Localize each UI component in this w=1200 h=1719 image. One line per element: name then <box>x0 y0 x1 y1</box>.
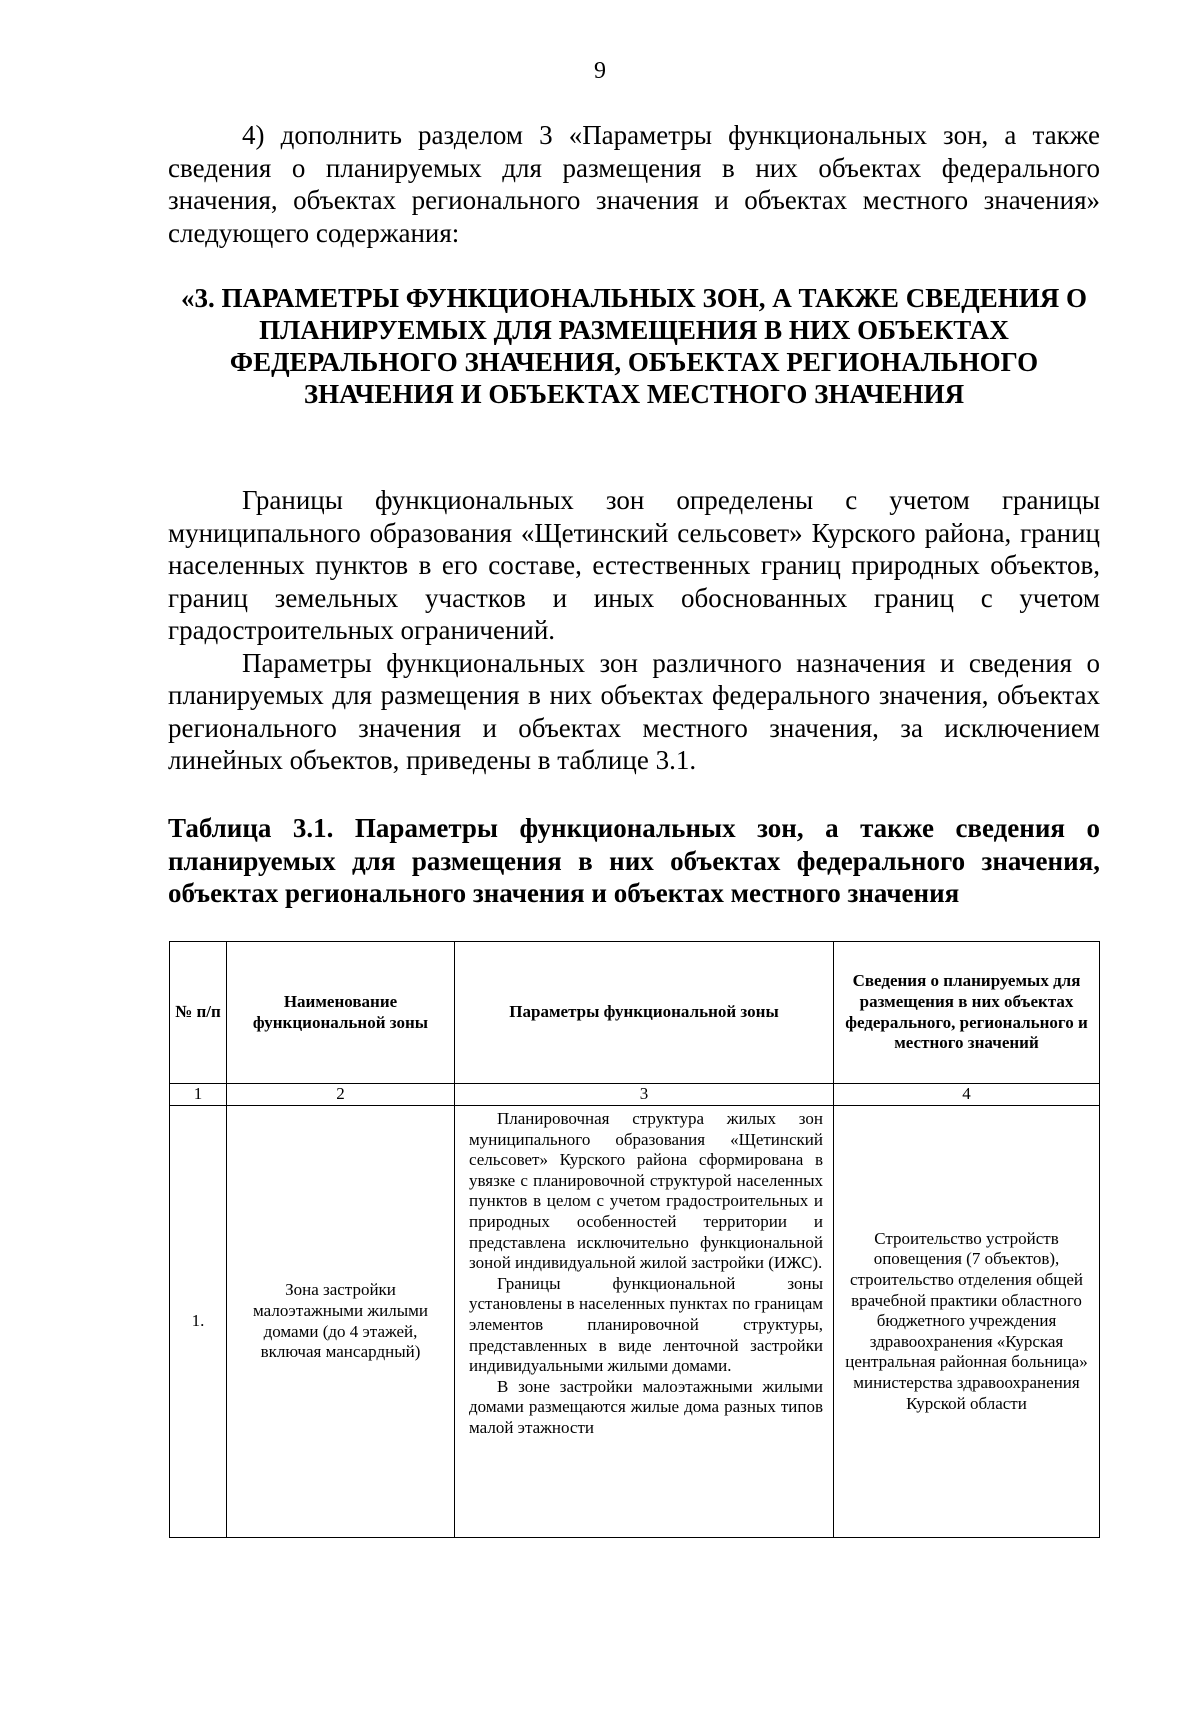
column-number: 3 <box>455 1084 834 1106</box>
intro-paragraph: 4) дополнить разделом 3 «Параметры функциональных зон, а также сведения о планируемых для размещения в них объектах федерального значения, объектах регионального значения и объектах местного значения» следующего содержания: <box>168 120 1100 248</box>
column-number: 4 <box>834 1084 1100 1106</box>
paragraph-zone-borders: Границы функциональных зон определены с учетом границы муниципального образования «Щетинский сельсовет» Курского района, границ населенных пунктов в его составе, естественных границ природных объектов, границ земельных участков и иных обоснованных границ с учетом градостроительных ограничений. <box>168 485 1100 645</box>
column-number: 2 <box>227 1084 455 1106</box>
zones-table <box>169 941 1100 1538</box>
paragraph-zone-parameters: Параметры функциональных зон различного назначения и сведения о планируемых для размещения в них объектах федерального значения, объектах регионального значения и объектах местного значения, за исключением линейных объектов, приведены в таблице 3.1. <box>168 647 1100 775</box>
section-heading: «3. ПАРАМЕТРЫ ФУНКЦИОНАЛЬНЫХ ЗОН, А ТАКЖЕ СВЕДЕНИЯ О ПЛАНИРУЕМЫХ ДЛЯ РАЗМЕЩЕНИЯ В НИХ ОБЪЕКТАХ ФЕДЕРАЛЬНОГО ЗНАЧЕНИЯ, ОБЪЕКТАХ РЕГИОНАЛЬНОГО ЗНАЧЕНИЯ И ОБЪЕКТАХ МЕСТНОГО ЗНАЧЕНИЯ <box>180 283 1088 409</box>
header-num: № п/п <box>170 942 227 1084</box>
table-header-row <box>170 942 1100 1084</box>
table-row <box>170 1106 1100 1538</box>
planned-objects: Строительство устройств оповещения (7 объектов), строительство отделения общей врачебной практики областного бюджетного учреждения здравоохранения «Курская центральная районная больница» министерства здравоохранения Курской области <box>834 1106 1100 1538</box>
body-paragraphs <box>168 484 1100 777</box>
table-title: Таблица 3.1. Параметры функциональных зон, а также сведения о планируемых для размещения в них объектах федерального значения, объектах регионального значения и объектах местного значения <box>168 813 1100 908</box>
parameters-paragraph: В зоне застройки малоэтажными жилыми домами размещаются жилые дома разных типов малой этажности <box>469 1376 823 1437</box>
parameters-paragraph: Планировочная структура жилых зон муниципального образования «Щетинский сельсовет» Курского района сформирована в увязке с планировочной структурой населенных пунктов в целом с учетом градостроительных и природных особенностей территории и представлена исключительно функциональной зоной индивидуальной жилой застройки (ИЖС). <box>469 1109 823 1273</box>
column-number: 1 <box>170 1084 227 1106</box>
header-parameters: Параметры функциональной зоны <box>455 942 834 1084</box>
page-number: 9 <box>594 58 606 84</box>
parameters-paragraph: Границы функциональной зоны установлены в населенных пунктах по границам элементов планировочной структуры, представленных в виде ленточной застройки индивидуальными жилыми домами. <box>469 1273 823 1376</box>
intro-block <box>168 119 1100 249</box>
zone-name: Зона застройки малоэтажными жилыми домами (до 4 этажей, включая мансардный) <box>227 1106 455 1538</box>
row-number: 1. <box>170 1106 227 1538</box>
column-number-row <box>170 1084 1100 1106</box>
zone-parameters <box>455 1106 834 1538</box>
header-planned-objects: Сведения о планируемых для размещения в них объектах федерального, регионального и местного значений <box>834 942 1100 1084</box>
header-zone-name: Наименование функциональной зоны <box>227 942 455 1084</box>
